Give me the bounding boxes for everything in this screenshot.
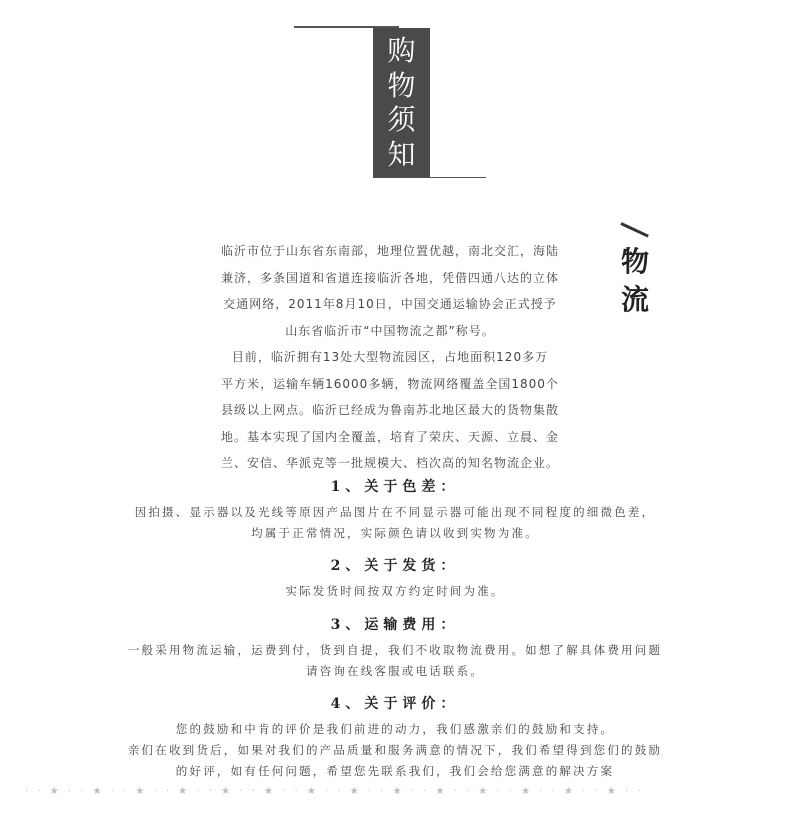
section-line: 实际发货时间按双方约定时间为准。: [285, 584, 505, 598]
intro-line: 兼济，多条国道和省道连接临沂各地，凭借四通八达的立体: [220, 270, 559, 285]
section-shipping: [0, 555, 790, 602]
intro-line: 地。基本实现了国内全覆盖，培育了荣庆、天源、立晨、金: [220, 429, 559, 444]
intro-line: 平方米，运输车辆16000多辆，物流网络覆盖全国1800个: [221, 376, 559, 391]
section-reviews: [0, 693, 790, 782]
slash-mark: [620, 222, 648, 237]
section-line: 均属于正常情况，实际颜色请以收到实物为准。: [251, 526, 539, 540]
intro-line: 交通网络，2011年8月10日，中国交通运输协会正式授予: [223, 297, 557, 311]
section-line: 的好评，如有任何问题，希望您先联系我们，我们会给您满意的解决方案: [175, 764, 615, 778]
intro-line: 目前，临沂拥有13处大型物流园区，占地面积120多万: [231, 350, 549, 364]
title-char: 须: [387, 103, 416, 137]
intro-line: 县级以上网点。临沂已经成为鲁南苏北地区最大的货物集散: [220, 403, 559, 417]
side-tag-char: 流: [621, 283, 650, 316]
title-char: 购: [387, 34, 416, 68]
section-line: 您的鼓励和中肯的评价是我们前进的动力，我们感激亲们的鼓励和支持。: [175, 722, 615, 736]
title-char: 知: [387, 137, 416, 171]
title-bottom-rule: [376, 177, 486, 178]
section-heading: 4、关于评价：: [330, 696, 460, 712]
star-dot-divider: · · ★ · · ★ · · ★ · · ★ · · ★ · · ★ · · ★ · · ★ · · ★ · · ★ · · ★ · · ★ · · ★ · · ★ · ·: [25, 786, 644, 797]
section-line: 一般采用物流运输，运费到付，货到自提，我们不收取物流费用。如想了解具体费用问题: [127, 643, 663, 657]
intro-line: 兰、安信、华派克等一批规模大、档次高的知名物流企业。: [220, 456, 559, 470]
section-line: 亲们在收到货后，如果对我们的产品质量和服务满意的情况下，我们希望得到您们的鼓励: [127, 743, 663, 757]
intro-line: 山东省临沂市“中国物流之都”称号。: [285, 323, 495, 338]
section-freight: [0, 614, 790, 682]
intro-line: 临沂市位于山东省东南部，地理位置优越，南北交汇，海陆: [220, 244, 559, 258]
section-heading: 3、运输费用：: [330, 617, 460, 633]
section-heading: 1、关于色差：: [330, 479, 460, 495]
title-block: [294, 22, 486, 178]
section-color-difference: [0, 476, 790, 544]
section-line: 因拍摄、显示器以及光线等原因产品图片在不同显示器可能出现不同程度的细微色差，: [134, 505, 656, 519]
section-heading: 2、关于发货：: [330, 558, 460, 574]
intro-paragraph: [200, 238, 580, 477]
section-line: 请咨询在线客服或电话联系。: [305, 664, 485, 678]
page-title: [373, 28, 430, 178]
title-char: 物: [387, 68, 416, 102]
side-tag-char: 物: [621, 245, 650, 278]
